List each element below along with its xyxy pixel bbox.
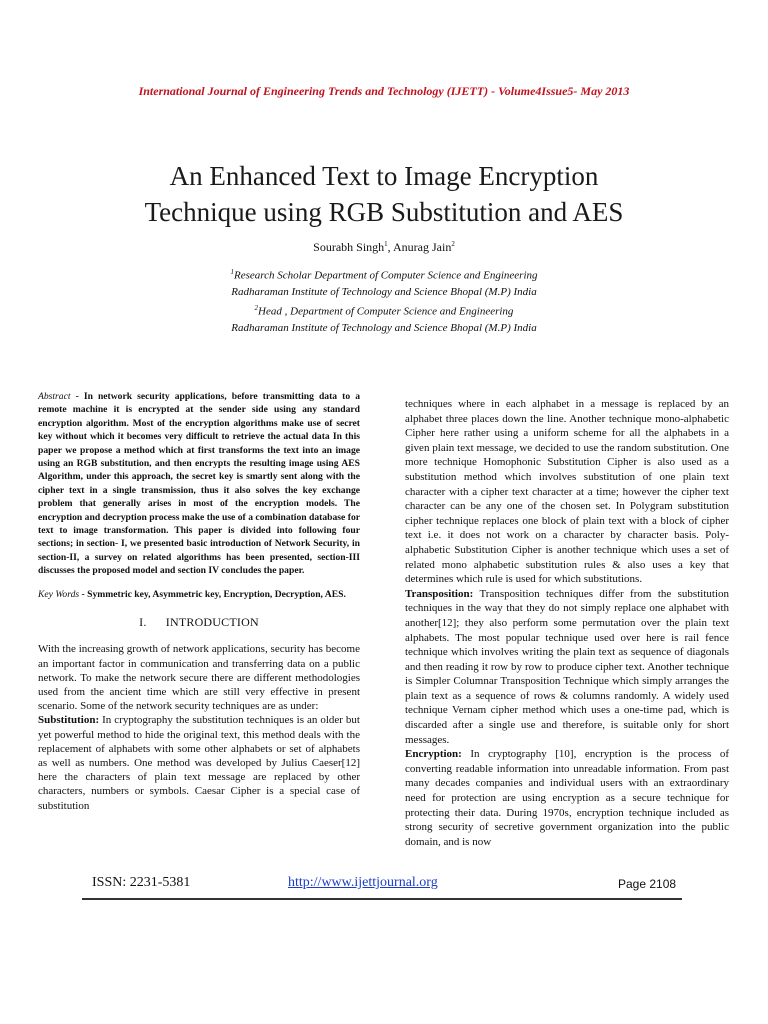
keywords-label: Key Words [38,588,80,600]
author-2-sup: 2 [451,240,455,248]
abstract-label: Abstract [38,391,71,402]
transposition-label: Transposition: [405,587,474,600]
keywords [38,588,360,601]
footer-rule [82,898,682,900]
left-column [38,390,360,813]
encryption-label: Encryption: [405,748,462,761]
journal-header: International Journal of Engineering Trends and Technology (IJETT) - Volume4Issue5- May 2013 [138,84,630,98]
journal-url-link[interactable]: http://www.ijettjournal.org [288,875,438,890]
section-heading-introduction: I. INTRODUCTION [139,615,259,630]
abstract-text: - In network security applications, before transmitting data to a remote machine it is encrypted at the sender side using any standard encryption algorithm. Most of the encryption algorithms make use of secret key without which it becomes very difficult to retrieve the actual data In this paper we propose a method which at first transforms the text into an image using an RGB substitution, and then encrypts the resulting image using AES Algorithm, under this approach, the secret key is smartly sent along with the cipher text in a single transmission, thus it also solves the key exchange problem that generally arises in most of the encryption models. The encryption and decryption process make the use of a combination database for text to image transformation. This paper is divided into following four sections; in section- I, we presented basic introduction of Network Security, in section-II, a survey on related algorithms has been presented, section-III discusses the proposed model and section IV concludes the paper. [38,391,360,577]
author-list [0,240,768,255]
affiliations [0,264,768,337]
affiliation-2-sup: 2 [254,304,259,313]
encryption-paragraph [405,747,729,849]
page-number: Page 2108 [618,877,677,891]
title-line-1: An Enhanced Text to Image Encryption [169,161,599,191]
author-1: Sourabh Singh [313,240,385,254]
issn: ISSN: 2231-5381 [92,875,191,890]
substitution-text: In cryptography the substitution techniques is an older but yet powerful method to hide the original text, this method deals with the replacement of alphabets with some other alphabets or set of alphabets as well as numbers. One method was developed by Julius Caeser[12] here the characters of plain text message are replaced by other characters, numbers or symbols. Caesar Cipher is a special case of substitution [38,714,360,812]
abstract [38,390,360,578]
affiliation-1-line-1: $^1$Research Scholar Department of Computer Science and Engineering [230,268,538,282]
paper-title [0,158,768,230]
intro-paragraph: With the increasing growth of network applications, security has become an important factor in communication and transferring data on a public network. To make the network secure there are different methodologies used from the ancient time which are still very effective in present scenario. Some of the network security techniques are as under: [38,643,360,713]
transposition-text: Transposition techniques differ from the substitution techniques in the way that they do not simply replace one alphabet with another[12]; they also perform some permutation over the plain text alphabets. The most popular technique used over here is rail fence technique which involves writing the plain text as sequence of diagonals and then reading it row by row to produce cipher text. Another technique is Simpler Columnar Transposition Technique which simply arranges the plain text as a sequence of rows & columns randomly. A widely used technique Vernam cipher method which uses a one-time pad, which is discarded after a single use and therefore, is suitable only for short messages. [405,587,729,746]
substitution-paragraph [38,713,360,812]
right-column [405,397,729,849]
affiliation-2-line-1: $^2$Head , Department of Computer Science and Engineering [254,304,514,318]
author-separator: , [387,240,394,254]
substitution-label: Substitution: [38,714,100,727]
transposition-paragraph [405,587,729,748]
keywords-text: - Symmetric key, Asymmetric key, Encryption, Decryption, AES. [79,588,346,600]
affiliation-2-line-2: Radharaman Institute of Technology and Science Bhopal (M.P) India [231,322,537,335]
title-line-2: Technique using RGB Substitution and AES [144,197,624,227]
page-footer [0,875,768,895]
author-2: Anurag Jain [393,240,452,254]
encryption-text: In cryptography [10], encryption is the process of converting readable information into unreadable information. From past many decades companies and individual users with an extraordinary need for protection are using encryption as a secure technique for protecting their data. During 1970s, encryption technique included as strong security of secretive government organization into the public domain, and is now [405,748,729,848]
substitution-continued: techniques where in each alphabet in a message is replaced by an alphabet three places down the line. Another technique mono-alphabetic Cipher here rather using a uniform scheme for all the alphabets in a given plain text message, we decided to use the random substitution. One more technique Homophonic Substitution Cipher is also used as a substitution method which involves substitution of one plain text character with a cipher text character at a time; however the cipher text character can be any one of the chosen set. In Polygram substitution cipher technique replaces one block of plain text with a block of cipher text i.e. it does not work on a character by character basis. Poly-alphabetic Substitution Cipher is another technique which uses a set of related mono alphabetic substitution rules & also uses a key that determines which rule is used for which substitutions. [405,398,729,586]
affiliation-1-sup: 1 [230,268,234,276]
affiliation-1-line-2: Radharaman Institute of Technology and Science Bhopal (M.P) India [231,285,537,298]
author-1-sup: 1 [384,240,388,248]
